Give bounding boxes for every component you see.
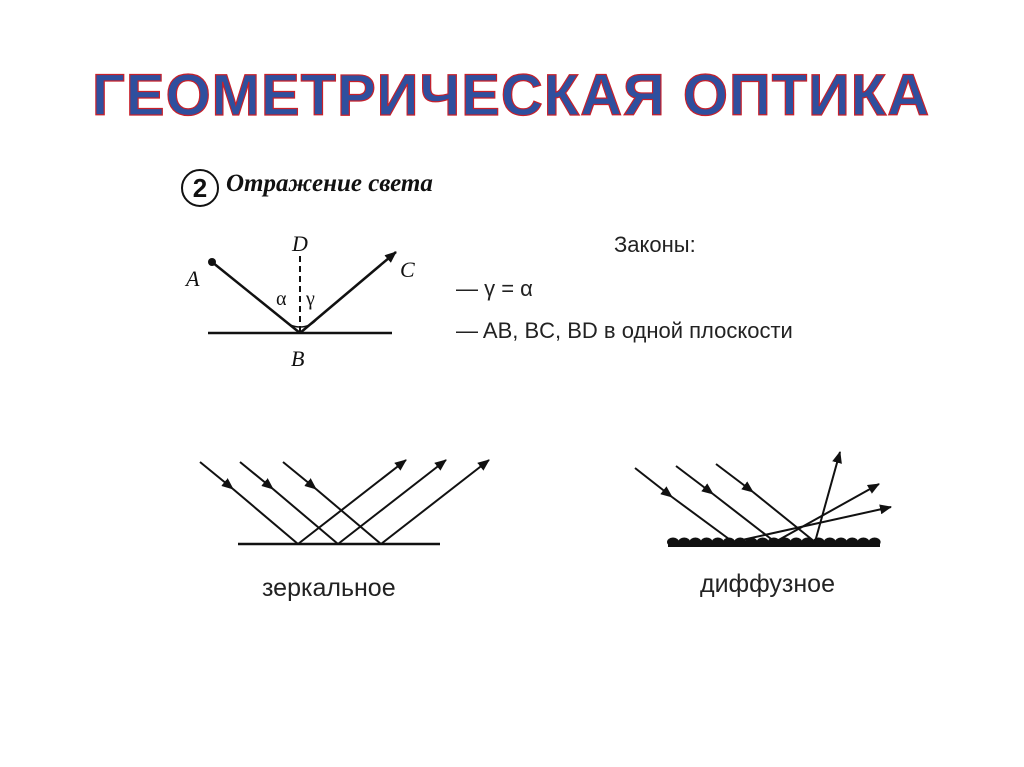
point-c-label: C <box>400 257 415 282</box>
surface-bump <box>667 538 679 547</box>
law-item-same-plane: — AB, BC, BD в одной плоскости <box>456 318 793 343</box>
scattered-ray <box>815 452 840 542</box>
incident-ray <box>283 462 316 489</box>
surface-bump <box>835 538 847 547</box>
specular-reflection-diagram <box>200 460 489 544</box>
surface-bump <box>712 538 724 547</box>
law-item-angle-equality: — γ = α <box>456 276 533 301</box>
surface-bump <box>701 538 713 547</box>
point-b-label: B <box>291 346 305 371</box>
surface-bump <box>678 538 690 547</box>
reflected-ray <box>338 460 446 544</box>
surface-bump <box>689 538 701 547</box>
caption-specular: зеркальное <box>262 574 396 602</box>
angle-alpha-label: α <box>276 288 287 310</box>
incident-ray <box>676 466 713 494</box>
incident-ray <box>240 462 273 489</box>
diffuse-reflection-diagram <box>635 452 891 547</box>
incident-ray <box>635 468 672 497</box>
incident-ray <box>672 497 733 542</box>
incident-ray <box>716 464 753 492</box>
surface-bump <box>869 538 881 547</box>
laws-heading: Законы: <box>614 232 696 257</box>
point-d-label: D <box>292 231 308 256</box>
surface-bump <box>790 538 802 547</box>
scattered-ray <box>733 507 891 542</box>
incident-ray <box>273 489 338 544</box>
incident-ray <box>233 489 298 544</box>
caption-diffuse: диффузное <box>700 570 835 598</box>
surface-bump <box>846 538 858 547</box>
point-a-label: A <box>186 266 200 291</box>
incident-ray <box>200 462 233 489</box>
section-number-badge: 2 <box>181 169 219 207</box>
reflection-diagram <box>184 231 415 371</box>
slide-title: ГЕОМЕТРИЧЕСКАЯ ОПТИКА <box>92 63 931 128</box>
surface-bump <box>824 538 836 547</box>
surface-bump <box>857 538 869 547</box>
reflected-ray <box>381 460 489 544</box>
surface-bump <box>757 538 769 547</box>
section-title: Отражение света <box>226 170 433 197</box>
reflected-ray <box>298 460 406 544</box>
angle-gamma-label: γ <box>306 288 315 310</box>
